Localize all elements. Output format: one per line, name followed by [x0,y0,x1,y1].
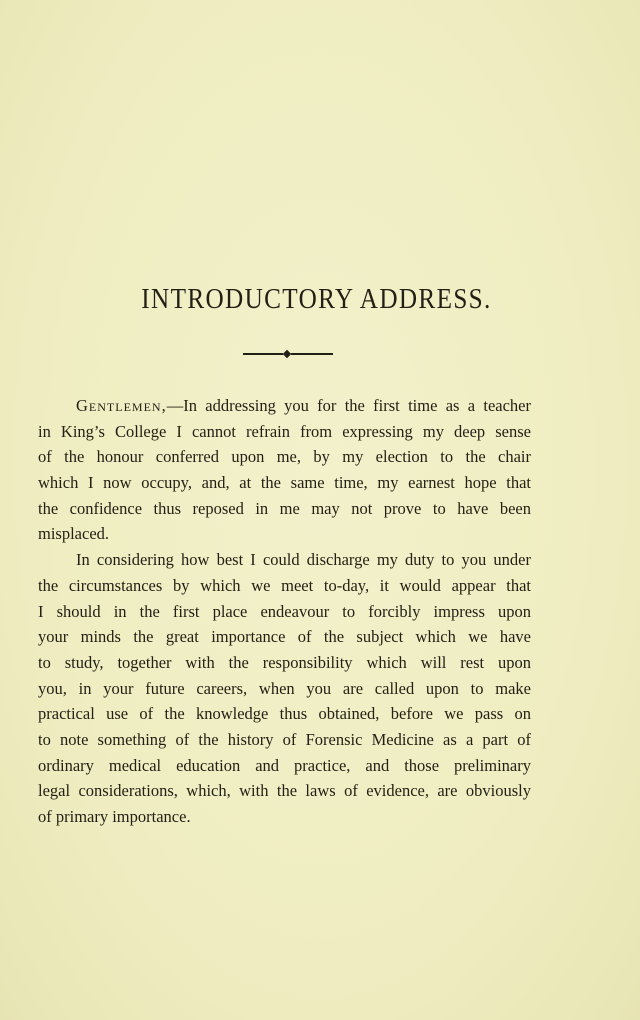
text-line: misplaced. [38,524,110,544]
text-line: to study, together with the responsibility which will rest upon [38,652,531,672]
text-line: your minds the great importance of the subject which we have [38,627,531,647]
text-line: practical use of the knowledge thus obtained, before we pass on [38,704,531,724]
text-line: the confidence thus reposed in me may not prove to have been [38,498,531,518]
text-line: of the honour conferred upon me, by my election to the chair [38,447,531,467]
salutation: Gentlemen, [76,396,167,415]
page-heading: INTRODUCTORY ADDRESS. [141,284,492,315]
text-line: I should in the first place endeavour to forcibly impress upon [38,601,531,621]
text-line: to note something of the history of Forensic Medicine as a part of [38,729,531,749]
text-line: ordinary medical education and practice, and those preliminary [38,755,531,775]
rule-ornament [243,349,333,359]
text-line: the circumstances by which we meet to-day, it would appear that [38,575,531,595]
text-line [38,393,531,419]
body-text [38,393,531,830]
diamond-icon [283,349,291,357]
text-line: legal considerations, which, with the laws of evidence, are obviously [38,781,531,801]
text-line: you, in your future careers, when you are called upon to make [38,678,531,698]
paragraph-1 [38,393,531,547]
paragraph-2 [38,547,531,830]
text-line-content: —In addressing you for the first time as a teacher [166,396,531,415]
text-line: of primary importance. [38,807,191,826]
text-line: in King’s College I cannot refrain from expressing my deep sense [38,421,531,441]
text-line: which I now occupy, and, at the same time, my earnest hope that [38,473,531,493]
ornament-line-left [243,353,283,355]
text-line: In considering how best I could discharge my duty to you under [76,550,531,570]
ornament-line-right [291,353,333,355]
